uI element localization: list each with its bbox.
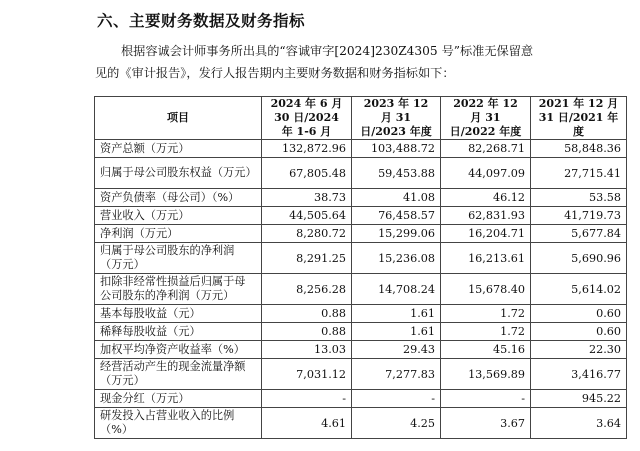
row-label: 净利润（万元）	[95, 225, 262, 243]
row-value: -	[352, 390, 441, 408]
row-value: 1.61	[352, 323, 441, 341]
row-value: 0.60	[531, 323, 627, 341]
row-value: 945.22	[531, 390, 627, 408]
table-body	[95, 140, 627, 439]
row-value: 7,031.12	[262, 359, 352, 390]
column-header-2021: 2021 年 12 月 31 日/2021 年度	[531, 97, 627, 140]
row-label: 基本每股收益（元）	[95, 305, 262, 323]
table-row	[95, 323, 627, 341]
table-row	[95, 390, 627, 408]
intro-line-1: 根据容诚会计师事务所出具的“容诚审字[2024]230Z4305 号”标准无保留意	[121, 44, 534, 58]
row-value: 15,236.08	[352, 243, 441, 274]
column-header-2023: 2023 年 12 月 31 日/2023 年度	[352, 97, 441, 140]
row-value: 0.88	[262, 323, 352, 341]
row-value: 0.60	[531, 305, 627, 323]
row-value: 103,488.72	[352, 140, 441, 158]
table-row	[95, 243, 627, 274]
row-value: -	[441, 390, 531, 408]
row-value: 44,505.64	[262, 207, 352, 225]
row-label: 研发投入占营业收入的比例（%）	[95, 408, 262, 439]
row-value: 76,458.57	[352, 207, 441, 225]
row-value: 44,097.09	[441, 158, 531, 189]
row-label: 资产总额（万元）	[95, 140, 262, 158]
row-label: 现金分红（万元）	[95, 390, 262, 408]
row-value: 13,569.89	[441, 359, 531, 390]
row-value: 1.72	[441, 305, 531, 323]
table-row	[95, 140, 627, 158]
row-value: 16,213.61	[441, 243, 531, 274]
column-header-2024h1: 2024 年 6 月 30 日/2024 年 1-6 月	[262, 97, 352, 140]
row-value: 5,677.84	[531, 225, 627, 243]
row-value: 5,690.96	[531, 243, 627, 274]
table-row	[95, 341, 627, 359]
row-value: 8,280.72	[262, 225, 352, 243]
row-value: 7,277.83	[352, 359, 441, 390]
financial-data-table	[94, 96, 627, 439]
table-header-row	[95, 97, 627, 140]
row-value: 27,715.41	[531, 158, 627, 189]
intro-line-2: 见的《审计报告》，发行人报告期内主要财务数据和财务指标如下：	[95, 66, 455, 80]
row-label: 资产负债率（母公司）（%）	[95, 189, 262, 207]
row-label: 营业收入（万元）	[95, 207, 262, 225]
row-value: 8,291.25	[262, 243, 352, 274]
intro-paragraph	[95, 40, 625, 84]
row-value: 4.25	[352, 408, 441, 439]
row-value: 59,453.88	[352, 158, 441, 189]
row-label: 稀释每股收益（元）	[95, 323, 262, 341]
table-row	[95, 189, 627, 207]
table-row	[95, 274, 627, 305]
row-value: 13.03	[262, 341, 352, 359]
row-value: 16,204.71	[441, 225, 531, 243]
row-value: 29.43	[352, 341, 441, 359]
row-value: 5,614.02	[531, 274, 627, 305]
row-value: 67,805.48	[262, 158, 352, 189]
row-value: 41,719.73	[531, 207, 627, 225]
table-row	[95, 359, 627, 390]
row-value: 15,678.40	[441, 274, 531, 305]
row-value: 1.61	[352, 305, 441, 323]
row-value: 4.61	[262, 408, 352, 439]
column-header-2022: 2022 年 12 月 31 日/2022 年度	[441, 97, 531, 140]
table-row	[95, 207, 627, 225]
row-value: 132,872.96	[262, 140, 352, 158]
column-header-item: 项目	[95, 97, 262, 140]
row-value: 3.64	[531, 408, 627, 439]
row-label: 归属于母公司股东权益（万元）	[95, 158, 262, 189]
row-value: 82,268.71	[441, 140, 531, 158]
row-value: -	[262, 390, 352, 408]
row-value: 15,299.06	[352, 225, 441, 243]
row-value: 58,848.36	[531, 140, 627, 158]
row-value: 0.88	[262, 305, 352, 323]
row-value: 14,708.24	[352, 274, 441, 305]
row-value: 1.72	[441, 323, 531, 341]
row-label: 归属于母公司股东的净利润（万元）	[95, 243, 262, 274]
table-row	[95, 305, 627, 323]
section-heading: 六、主要财务数据及财务指标	[97, 12, 306, 30]
row-value: 45.16	[441, 341, 531, 359]
row-label: 扣除非经常性损益后归属于母公司股东的净利润（万元）	[95, 274, 262, 305]
row-value: 46.12	[441, 189, 531, 207]
row-value: 3.67	[441, 408, 531, 439]
row-value: 8,256.28	[262, 274, 352, 305]
row-value: 3,416.77	[531, 359, 627, 390]
table-row	[95, 158, 627, 189]
row-value: 53.58	[531, 189, 627, 207]
row-label: 经营活动产生的现金流量净额（万元）	[95, 359, 262, 390]
row-value: 41.08	[352, 189, 441, 207]
table-row	[95, 225, 627, 243]
table-row	[95, 408, 627, 439]
row-value: 38.73	[262, 189, 352, 207]
row-value: 62,831.93	[441, 207, 531, 225]
row-label: 加权平均净资产收益率（%）	[95, 341, 262, 359]
row-value: 22.30	[531, 341, 627, 359]
